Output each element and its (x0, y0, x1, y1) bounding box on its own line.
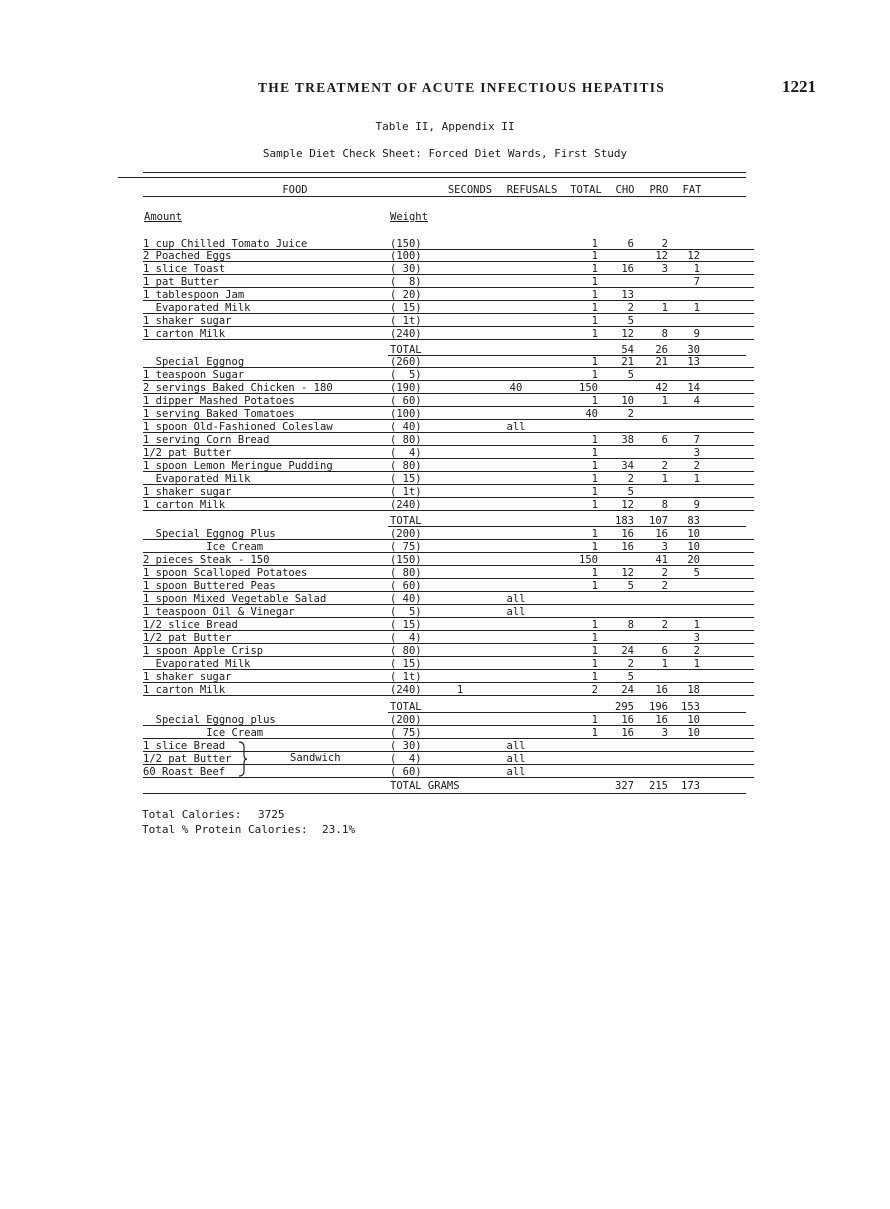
cell-food: 1/2 pat Butter (143, 632, 232, 644)
cell-weight: ( 8) (390, 276, 422, 288)
cell-cho: 2 (627, 302, 634, 314)
cell-food: Special Eggnog plus (143, 714, 276, 726)
cell-food: 1 serving Corn Bread (143, 434, 270, 446)
row-rule (143, 565, 754, 566)
cell-food: 1 spoon Buttered Peas (143, 580, 276, 592)
cell-fat: 3 (693, 447, 700, 459)
cell-food: 60 Roast Beef (143, 766, 226, 778)
cell-total: 1 (591, 645, 598, 657)
header-refusals: REFUSALS (506, 184, 558, 196)
cell-pro: 1 (661, 302, 668, 314)
cell-total: 150 (579, 382, 598, 394)
header-amount: Amount (144, 211, 182, 223)
cell-total: 1 (591, 369, 598, 381)
cell-food: 1 slice Bread (143, 740, 226, 752)
cell-food: 1 spoon Old-Fashioned Coleslaw (143, 421, 333, 433)
cell-total: 1 (591, 541, 598, 553)
running-head: THE TREATMENT OF ACUTE INFECTIOUS HEPATITIS (258, 80, 666, 95)
cell-weight: ( 4) (390, 632, 422, 644)
cell-cho: 5 (627, 580, 634, 592)
cell-cho: 54 (621, 344, 634, 356)
cell-refusals: all (506, 753, 526, 765)
cell-food: Evaporated Milk (143, 473, 251, 485)
cell-refusals: 40 (509, 382, 523, 394)
cell-fat: 83 (687, 515, 700, 527)
table-top-rule (143, 172, 746, 173)
cell-weight: ( 80) (390, 460, 422, 472)
cell-weight: (150) (390, 238, 422, 250)
cell-pro: 8 (661, 499, 668, 511)
cell-total: 1 (591, 632, 598, 644)
header-food: FOOD (282, 184, 308, 196)
page-number: 1221 (782, 77, 816, 96)
cell-weight: (100) (390, 408, 422, 420)
protein-calories-label: Total % Protein Calories: (142, 823, 308, 836)
header-pro: PRO (649, 184, 669, 196)
cell-weight: ( 75) (390, 541, 422, 553)
cell-fat: 9 (693, 499, 700, 511)
cell-seconds: 1 (456, 684, 464, 696)
cell-fat: 9 (693, 328, 700, 340)
cell-total: 1 (591, 486, 598, 498)
cell-weight: ( 80) (390, 434, 422, 446)
row-rule (143, 484, 754, 485)
row-rule (388, 712, 746, 713)
cell-cho: 327 (615, 780, 634, 792)
cell-weight: ( 40) (390, 421, 422, 433)
cell-pro: 21 (655, 356, 668, 368)
row-rule (143, 471, 754, 472)
cell-weight: ( 60) (390, 766, 422, 778)
cell-pro: 196 (649, 701, 668, 713)
cell-pro: 8 (661, 328, 668, 340)
row-rule (143, 497, 754, 498)
cell-food: 1 carton Milk (143, 328, 226, 340)
cell-weight: TOTAL GRAMS (390, 780, 460, 792)
cell-weight: (190) (390, 382, 422, 394)
cell-food: 1 spoon Apple Crisp (143, 645, 264, 657)
row-rule (143, 630, 754, 631)
cell-weight: ( 15) (390, 619, 422, 631)
cell-fat: 12 (687, 250, 700, 262)
row-rule (143, 764, 754, 765)
row-rule (143, 725, 754, 726)
cell-weight: ( 60) (390, 395, 422, 407)
cell-pro: 41 (655, 554, 668, 566)
cell-total: 1 (591, 315, 598, 327)
cell-total: 1 (591, 434, 598, 446)
cell-total: 1 (591, 671, 598, 683)
cell-total: 1 (591, 528, 598, 540)
cell-food: 1 shaker sugar (143, 486, 232, 498)
cell-food: 1 carton Milk (143, 499, 226, 511)
row-rule (143, 695, 754, 696)
cell-pro: 1 (661, 395, 668, 407)
cell-cho: 24 (621, 645, 634, 657)
row-rule (143, 591, 754, 592)
header-weight: Weight (390, 211, 428, 223)
page-header (0, 77, 890, 100)
table-title: Table II, Appendix II (375, 120, 515, 133)
cell-cho: 10 (621, 395, 634, 407)
cell-weight: TOTAL (390, 515, 422, 527)
cell-food: 1 spoon Mixed Vegetable Salad (143, 593, 327, 605)
cell-weight: (240) (390, 328, 422, 340)
table-top-rule-2 (118, 177, 746, 178)
cell-weight: ( 40) (390, 593, 422, 605)
total-calories-label: Total Calories: (142, 808, 242, 821)
cell-weight: (200) (390, 714, 422, 726)
cell-total: 1 (591, 356, 598, 368)
row-rule (143, 777, 754, 778)
sandwich-label: Sandwich (290, 752, 341, 764)
cell-total: 1 (591, 238, 598, 250)
sandwich-brace (238, 741, 248, 777)
cell-weight: ( 4) (390, 447, 422, 459)
row-rule (143, 669, 754, 670)
cell-cho: 38 (621, 434, 634, 446)
row-rule (143, 300, 754, 301)
cell-food: 1/2 pat Butter (143, 447, 232, 459)
row-rule (143, 643, 754, 644)
cell-fat: 153 (681, 701, 700, 713)
cell-fat: 30 (687, 344, 700, 356)
row-rule (143, 287, 754, 288)
cell-total: 1 (591, 447, 598, 459)
cell-cho: 5 (627, 486, 634, 498)
cell-food: Evaporated Milk (143, 302, 251, 314)
table-subtitle: Sample Diet Check Sheet: Forced Diet Wards, First Study (262, 147, 628, 160)
cell-fat: 1 (693, 658, 700, 670)
cell-fat: 173 (681, 780, 700, 792)
cell-weight: ( 30) (390, 263, 422, 275)
cell-cho: 5 (627, 315, 634, 327)
cell-cho: 13 (621, 289, 634, 301)
cell-food: 1 spoon Scalloped Potatoes (143, 567, 308, 579)
cell-food: 2 pieces Steak - 150 (143, 554, 270, 566)
cell-food: Special Eggnog (143, 356, 245, 368)
cell-total: 1 (591, 473, 598, 485)
cell-pro: 16 (655, 714, 668, 726)
cell-total: 40 (585, 408, 598, 420)
cell-refusals: all (506, 421, 526, 433)
cell-cho: 34 (621, 460, 634, 472)
cell-weight: ( 20) (390, 289, 422, 301)
header-rule (143, 196, 746, 197)
cell-fat: 13 (687, 356, 700, 368)
cell-weight: ( 1t) (390, 315, 422, 327)
protein-calories-value: 23.1% (322, 823, 356, 836)
row-rule (143, 326, 754, 327)
cell-weight: ( 60) (390, 580, 422, 592)
row-rule (143, 751, 754, 752)
cell-pro: 2 (661, 580, 668, 592)
cell-cho: 2 (627, 408, 634, 420)
cell-weight: ( 30) (390, 740, 422, 752)
cell-pro: 26 (655, 344, 668, 356)
cell-pro: 12 (655, 250, 668, 262)
row-rule (143, 578, 754, 579)
cell-total: 2 (591, 684, 598, 696)
cell-fat: 5 (693, 567, 700, 579)
cell-cho: 24 (621, 684, 634, 696)
cell-weight: ( 15) (390, 302, 422, 314)
cell-fat: 18 (687, 684, 700, 696)
cell-food: 1/2 pat Butter (143, 753, 232, 765)
row-rule (143, 656, 754, 657)
cell-total: 1 (591, 276, 598, 288)
cell-total: 150 (579, 554, 598, 566)
cell-weight: (100) (390, 250, 422, 262)
cell-pro: 2 (661, 238, 668, 250)
cell-weight: ( 1t) (390, 671, 422, 683)
cell-cho: 12 (621, 499, 634, 511)
row-rule (143, 738, 754, 739)
total-calories-value: 3725 (258, 808, 285, 821)
cell-fat: 1 (693, 263, 700, 275)
cell-pro: 215 (649, 780, 668, 792)
table-bottom-rule (143, 793, 746, 794)
cell-food: Special Eggnog Plus (143, 528, 276, 540)
cell-total: 1 (591, 250, 598, 262)
row-rule (143, 261, 754, 262)
row-rule (388, 526, 746, 527)
cell-weight: ( 1t) (390, 486, 422, 498)
row-rule (143, 313, 754, 314)
cell-cho: 12 (621, 567, 634, 579)
cell-pro: 1 (661, 658, 668, 670)
cell-weight: (240) (390, 684, 422, 696)
cell-weight: ( 4) (390, 753, 422, 765)
cell-fat: 1 (693, 302, 700, 314)
row-rule (143, 617, 754, 618)
cell-fat: 1 (693, 619, 700, 631)
row-rule (143, 380, 754, 381)
cell-weight: (200) (390, 528, 422, 540)
row-rule (143, 274, 754, 275)
cell-weight: TOTAL (390, 344, 422, 356)
cell-food: 1/2 slice Bread (143, 619, 238, 631)
cell-food: Ice Cream (143, 541, 264, 553)
cell-pro: 2 (661, 619, 668, 631)
row-rule (143, 458, 754, 459)
cell-pro: 3 (661, 263, 668, 275)
cell-refusals: all (506, 606, 526, 618)
cell-total: 1 (591, 289, 598, 301)
cell-weight: ( 80) (390, 645, 422, 657)
cell-cho: 21 (621, 356, 634, 368)
cell-cho: 6 (627, 238, 634, 250)
cell-cho: 16 (621, 528, 634, 540)
cell-food: 1 teaspoon Oil & Vinegar (143, 606, 295, 618)
header-fat: FAT (682, 184, 702, 196)
cell-fat: 2 (693, 645, 700, 657)
cell-weight: (150) (390, 554, 422, 566)
cell-refusals: all (506, 740, 526, 752)
cell-pro: 2 (661, 460, 668, 472)
cell-total: 1 (591, 580, 598, 592)
cell-weight: TOTAL (390, 701, 422, 713)
cell-pro: 1 (661, 473, 668, 485)
row-rule (143, 339, 754, 340)
header-total: TOTAL (570, 184, 602, 196)
cell-food: 1 tablespoon Jam (143, 289, 245, 301)
cell-pro: 6 (661, 434, 668, 446)
cell-total: 1 (591, 263, 598, 275)
cell-food: 1 shaker sugar (143, 671, 232, 683)
cell-total: 1 (591, 328, 598, 340)
cell-pro: 107 (649, 515, 668, 527)
cell-cho: 5 (627, 369, 634, 381)
cell-cho: 16 (621, 263, 634, 275)
cell-fat: 20 (687, 554, 700, 566)
cell-food: 1 dipper Mashed Potatoes (143, 395, 295, 407)
cell-total: 1 (591, 727, 598, 739)
cell-weight: ( 75) (390, 727, 422, 739)
cell-fat: 10 (687, 541, 700, 553)
cell-food: 1 serving Baked Tomatoes (143, 408, 295, 420)
cell-food: 1 teaspoon Sugar (143, 369, 245, 381)
row-rule (143, 682, 754, 683)
cell-cho: 12 (621, 328, 634, 340)
cell-total: 1 (591, 395, 598, 407)
cell-food: 2 servings Baked Chicken - 180 (143, 382, 333, 394)
cell-cho: 2 (627, 473, 634, 485)
header-cho: CHO (615, 184, 635, 196)
cell-pro: 16 (655, 684, 668, 696)
cell-cho: 16 (621, 541, 634, 553)
cell-total: 1 (591, 658, 598, 670)
cell-fat: 3 (693, 632, 700, 644)
cell-fat: 10 (687, 714, 700, 726)
cell-fat: 7 (693, 434, 700, 446)
cell-cho: 295 (615, 701, 634, 713)
row-rule (143, 539, 754, 540)
cell-food: Ice Cream (143, 727, 264, 739)
cell-weight: ( 15) (390, 658, 422, 670)
cell-weight: (260) (390, 356, 422, 368)
cell-food: 1 pat Butter (143, 276, 219, 288)
row-rule (143, 419, 754, 420)
cell-pro: 3 (661, 727, 668, 739)
cell-fat: 4 (693, 395, 700, 407)
row-rule (143, 432, 754, 433)
cell-cho: 8 (627, 619, 634, 631)
cell-cho: 16 (621, 727, 634, 739)
cell-total: 1 (591, 460, 598, 472)
cell-total: 1 (591, 302, 598, 314)
cell-fat: 14 (687, 382, 700, 394)
cell-cho: 5 (627, 671, 634, 683)
cell-pro: 6 (661, 645, 668, 657)
cell-fat: 7 (693, 276, 700, 288)
right-brace-icon (238, 741, 248, 777)
cell-cho: 183 (615, 515, 634, 527)
row-rule (143, 367, 754, 368)
row-rule (143, 393, 754, 394)
cell-food: 1 carton Milk (143, 684, 226, 696)
cell-weight: ( 5) (390, 606, 422, 618)
cell-fat: 10 (687, 727, 700, 739)
cell-refusals: all (506, 766, 526, 778)
cell-total: 1 (591, 567, 598, 579)
cell-fat: 2 (693, 460, 700, 472)
cell-total: 1 (591, 714, 598, 726)
cell-total: 1 (591, 499, 598, 511)
row-rule (143, 445, 754, 446)
cell-refusals: all (506, 593, 526, 605)
row-rule (143, 510, 754, 511)
cell-pro: 3 (661, 541, 668, 553)
cell-cho: 2 (627, 658, 634, 670)
cell-pro: 42 (655, 382, 668, 394)
cell-pro: 16 (655, 528, 668, 540)
cell-food: 2 Poached Eggs (143, 250, 232, 262)
cell-food: 1 spoon Lemon Meringue Pudding (143, 460, 333, 472)
cell-food: 1 shaker sugar (143, 315, 232, 327)
row-rule (143, 604, 754, 605)
cell-weight: ( 80) (390, 567, 422, 579)
cell-cho: 16 (621, 714, 634, 726)
cell-pro: 2 (661, 567, 668, 579)
row-rule (143, 406, 754, 407)
header-seconds: SECONDS (447, 184, 493, 196)
row-rule (143, 552, 754, 553)
cell-food: 1 slice Toast (143, 263, 226, 275)
cell-weight: ( 5) (390, 369, 422, 381)
cell-weight: (240) (390, 499, 422, 511)
cell-food: 1 cup Chilled Tomato Juice (143, 238, 308, 250)
cell-total: 1 (591, 619, 598, 631)
cell-weight: ( 15) (390, 473, 422, 485)
cell-fat: 1 (693, 473, 700, 485)
cell-food: Evaporated Milk (143, 658, 251, 670)
cell-fat: 10 (687, 528, 700, 540)
